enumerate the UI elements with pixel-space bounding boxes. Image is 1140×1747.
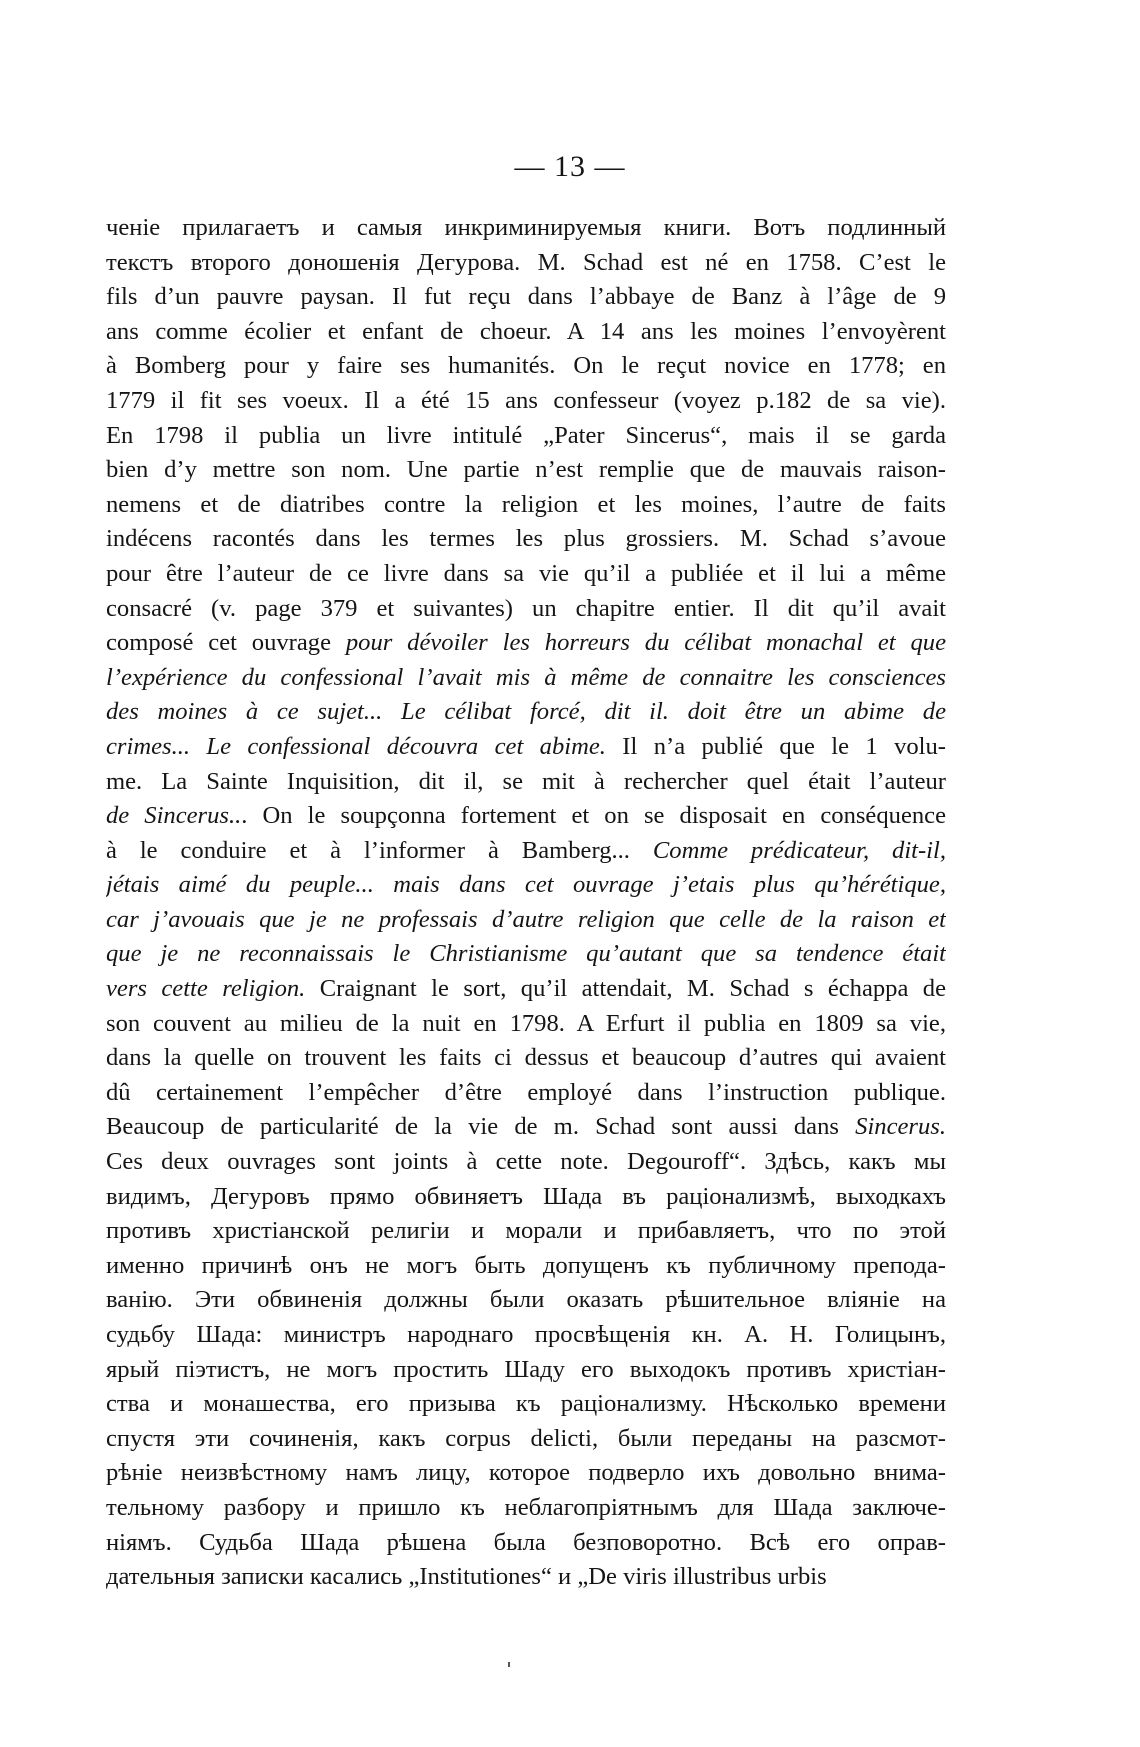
- text-line: [106, 211, 946, 246]
- text-line: [106, 592, 946, 627]
- text-line: [106, 868, 946, 903]
- text-line: [106, 1318, 946, 1353]
- text-line: [106, 834, 946, 869]
- italic-text: des moines à ce sujet... Le célibat forcé, dit il. doit être un abime de: [106, 698, 946, 726]
- text-run: . On le soupçonna fortement et on se disposait en conséquence: [241, 802, 946, 830]
- text-run: son couvent au milieu de la nuit en 1798. A Erfurt il publia en 1809 sa vie,: [106, 1009, 946, 1037]
- text-run: fils d’un pauvre paysan. Il fut reçu dans l’abbaye de Banz à l’âge de 9: [106, 283, 946, 311]
- text-line: [106, 522, 946, 557]
- text-line: [106, 246, 946, 281]
- text-run: dans la quelle on trouvent les faits ci dessus et beaucoup d’autres qui avaient: [106, 1044, 946, 1072]
- text-line: [106, 315, 946, 350]
- italic-text: vers cette religion.: [106, 975, 306, 1003]
- text-run: dû certainement l’empêcher d’être employé dans l’instruction publique.: [106, 1078, 946, 1106]
- text-line: [106, 1180, 946, 1215]
- text-run: судьбу Шада: министръ народнаго просвѣщенія кн. А. Н. Голицынъ,: [106, 1321, 946, 1348]
- text-line: [106, 1249, 946, 1284]
- text-line: [106, 937, 946, 972]
- italic-text: l’expérience du confessional l’avait mis à même de connaitre les consciences: [106, 663, 946, 691]
- text-line: [106, 1076, 946, 1111]
- italic-text: pour dévoiler les horreurs du célibat monachal et que: [345, 629, 946, 657]
- text-line: [106, 1283, 946, 1318]
- text-line: [106, 1041, 946, 1076]
- text-run: En 1798 il publia un livre intitulé „Pater Sincerus“, mais il se garda: [106, 421, 946, 449]
- text-line: [106, 903, 946, 938]
- text-run: ans comme écolier et enfant de choeur. A 14 ans les moines l’envoyèrent: [106, 317, 946, 345]
- text-run: à Bomberg pour y faire ses humanités. On le reçut novice en 1778; en: [106, 352, 946, 380]
- text-line: [106, 1526, 946, 1561]
- italic-text: que je ne reconnaissais le Christianisme qu’autant que sa tendence était: [106, 940, 946, 968]
- text-run: ярый піэтистъ, не могъ простить Шаду его выходокъ противъ христіан-: [106, 1355, 946, 1383]
- text-run: pour être l’auteur de ce livre dans sa vie qu’il a publiée et il lui a même: [106, 559, 946, 587]
- italic-text: car j’avouais que je ne professais d’autre religion que celle de la raison et: [106, 905, 946, 933]
- italic-text: Comme prédicateur, dit-il,: [652, 836, 946, 864]
- text-run: bien d’y mettre son nom. Une partie n’est remplie que de mauvais raison-: [106, 456, 946, 484]
- text-line: [106, 280, 946, 315]
- italic-text: Sincerus.: [855, 1113, 946, 1141]
- text-run: ства и монашества, его призыва къ раціонализму. Нѣсколько времени: [106, 1390, 946, 1418]
- body-text: [106, 211, 946, 1595]
- italic-text: crimes... Le confessional découvra cet abime.: [106, 732, 606, 760]
- text-line: [106, 661, 946, 696]
- text-run: дательныя записки касались „Institutiones“ и „De viris illustribus urbis: [106, 1563, 827, 1591]
- text-run: ченіе прилагаетъ и самыя инкриминируемыя книги. Вотъ подлинный: [106, 214, 946, 241]
- text-line: [106, 1387, 946, 1422]
- text-run: противъ христіанской религіи и морали и прибавляетъ, что по этой: [106, 1217, 946, 1245]
- italic-text: jétais aimé du peuple... mais dans cet ouvrage j’etais plus qu’hérétique,: [106, 871, 946, 899]
- text-line: [106, 765, 946, 800]
- text-line: [106, 799, 946, 834]
- text-line: [106, 1560, 946, 1595]
- italic-text: de Sincerus..: [106, 802, 242, 830]
- text-run: composé cet ouvrage: [106, 629, 346, 657]
- text-run: indécens racontés dans les termes les plus grossiers. M. Schad s’avoue: [106, 525, 946, 553]
- text-run: видимъ, Дегуровъ прямо обвиняетъ Шада въ раціонализмѣ, выходкахъ: [106, 1182, 946, 1210]
- text-line: [106, 1110, 946, 1145]
- text-run: текстъ второго доношенія Дегурова. M. Schad est né en 1758. C’est le: [106, 248, 946, 276]
- text-line: [106, 349, 946, 384]
- page-number: — 13 —: [514, 150, 626, 183]
- text-run: nemens et de diatribes contre la religion et les moines, l’autre de faits: [106, 490, 946, 518]
- text-line: [106, 1491, 946, 1526]
- text-run: спустя эти сочиненія, какъ corpus delicti, были переданы на разсмот-: [106, 1424, 946, 1452]
- text-line: [106, 453, 946, 488]
- scan-speck: [508, 1662, 510, 1667]
- text-run: à le conduire et à l’informer à Bamberg...: [106, 836, 653, 864]
- text-run: consacré (v. page 379 et suivantes) un chapitre entier. Il dit qu’il avait: [106, 594, 946, 622]
- text-run: ванію. Эти обвиненія должны были оказать рѣшительное вліяніе на: [106, 1286, 946, 1314]
- text-run: именно причинѣ онъ не могъ быть допущенъ къ публичному препода-: [106, 1251, 946, 1279]
- text-line: [106, 1214, 946, 1249]
- text-run: ніямъ. Судьба Шада рѣшена была безповоротно. Всѣ его оправ-: [106, 1528, 946, 1556]
- text-run: me. La Sainte Inquisition, dit il, se mit à rechercher quel était l’auteur: [106, 767, 946, 795]
- text-line: [106, 419, 946, 454]
- text-run: рѣніе неизвѣстному намъ лицу, которое подверло ихъ довольно внима-: [106, 1459, 946, 1487]
- text-line: [106, 1456, 946, 1491]
- text-line: [106, 1007, 946, 1042]
- text-line: [106, 695, 946, 730]
- text-run: Ces deux ouvrages sont joints à cette note. Degouroff“. Здѣсь, какъ мы: [106, 1148, 946, 1176]
- text-line: [106, 1353, 946, 1388]
- text-line: [106, 972, 946, 1007]
- text-run: Il n’a publié que le 1 volu-: [605, 732, 946, 760]
- text-line: [106, 1422, 946, 1457]
- text-run: 1779 il fit ses voeux. Il a été 15 ans confesseur (voyez p.182 de sa vie).: [106, 386, 946, 414]
- text-line: [106, 384, 946, 419]
- text-run: Craignant le sort, qu’il attendait, M. Schad s échappa de: [305, 975, 946, 1003]
- text-line: [106, 626, 946, 661]
- text-run: тельному разбору и пришло къ неблагопріятнымъ для Шада заключе-: [106, 1493, 946, 1521]
- text-line: [106, 1145, 946, 1180]
- text-line: [106, 730, 946, 765]
- text-line: [106, 557, 946, 592]
- text-run: Beaucoup de particularité de la vie de m. Schad sont aussi dans: [106, 1113, 856, 1141]
- text-line: [106, 488, 946, 523]
